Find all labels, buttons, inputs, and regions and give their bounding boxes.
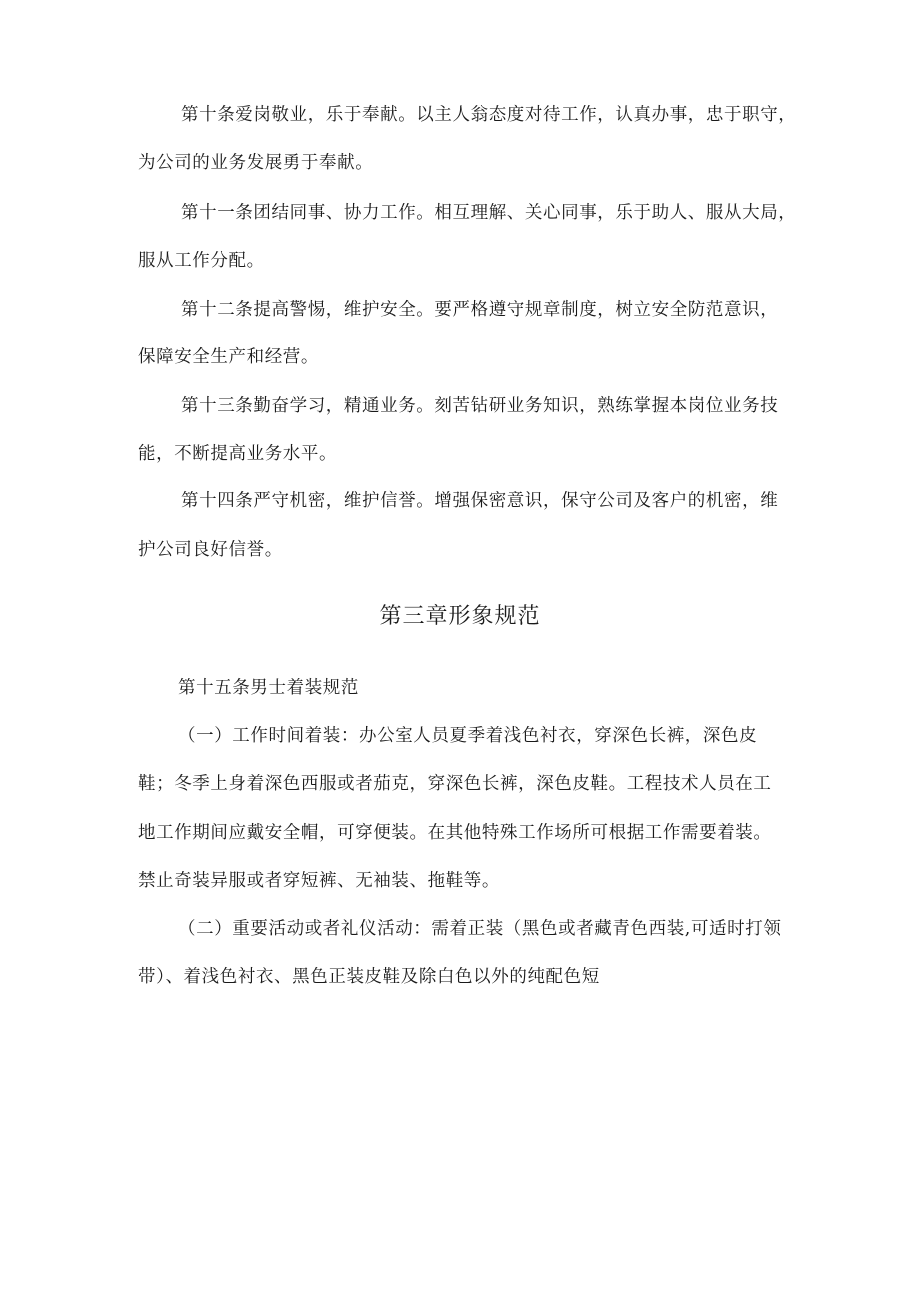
chapter-heading: 第三章形象规范 <box>379 604 541 629</box>
article-13-line-2: 能，不断提高业务水平。 <box>138 444 338 464</box>
article-10-line-2: 为公司的业务发展勇于奉献。 <box>138 153 374 173</box>
article-11-line-1: 第十一条团结同事、协力工作。相互理解、关心同事，乐于助人、服从大局， <box>181 203 797 223</box>
article-11-line-2: 服从工作分配。 <box>138 251 265 271</box>
article-14-line-2: 护公司良好信誉。 <box>138 540 283 560</box>
clause-1-line-3: 地工作期间应戴安全帽，可穿便装。在其他特殊工作场所可根据工作需要着装。 <box>138 823 772 843</box>
article-15-title: 第十五条男士着装规范 <box>178 678 359 698</box>
clause-1-line-2: 鞋；冬季上身着深色西服或者茄克，穿深色长裤，深色皮鞋。工程技术人员在工 <box>138 774 772 794</box>
clause-2-line-2: 带）、着浅色衬衣、黑色正装皮鞋及除白色以外的纯配色短 <box>138 967 600 987</box>
clause-1-line-1: （一）工作时间着装：办公室人员夏季着浅色衬衣，穿深色长裤，深色皮 <box>178 726 758 746</box>
article-13-line-1: 第十三条勤奋学习，精通业务。刻苦钻研业务知识，熟练掌握本岗位业务技 <box>181 396 779 416</box>
article-12-line-2: 保障安全生产和经营。 <box>138 347 319 367</box>
clause-1-line-4: 禁止奇装异服或者穿短裤、无袖装、拖鞋等。 <box>138 871 500 891</box>
article-14-line-1: 第十四条严守机密，维护信誉。增强保密意识，保守公司及客户的机密，维 <box>181 491 779 511</box>
article-10-line-1: 第十条爱岗敬业，乐于奉献。以主人翁态度对待工作，认真办事，忠于职守， <box>181 105 797 125</box>
clause-2-line-1: （二）重要活动或者礼仪活动：需着正装（黑色或者藏青色西装,可适时打领 <box>178 919 782 939</box>
article-12-line-1: 第十二条提高警惕，维护安全。要严格遵守规章制度，树立安全防范意识， <box>181 300 779 320</box>
